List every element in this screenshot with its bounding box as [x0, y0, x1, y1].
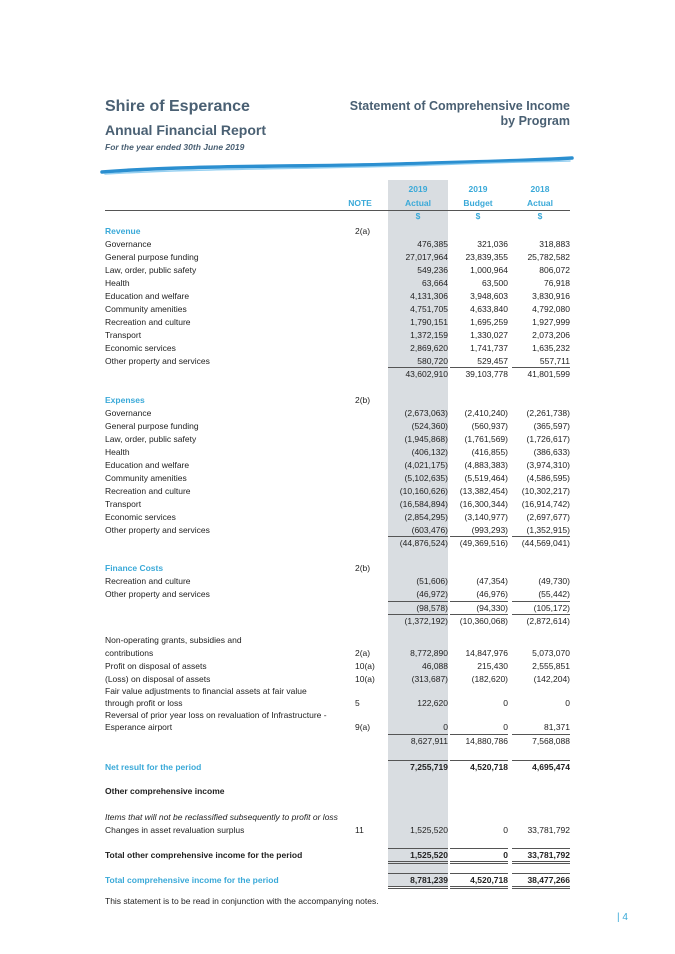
value-2019-actual: 1,372,159	[410, 330, 448, 340]
value-2019-budget: 1,330,027	[470, 330, 508, 340]
row-label: Economic services	[105, 512, 176, 522]
value-2019-actual: 1,525,520	[410, 850, 448, 860]
row-note: 10(a)	[355, 661, 375, 671]
table-row	[105, 537, 570, 549]
table-row	[105, 849, 570, 861]
row-label: Finance Costs	[105, 563, 164, 573]
value-2018-actual: 5,073,070	[532, 648, 570, 658]
col2-currency: $	[475, 211, 481, 221]
row-note: 2(a)	[355, 226, 371, 236]
row-label: Changes in asset revaluation surplus	[105, 825, 245, 835]
row-label: Governance	[105, 408, 152, 418]
table-row	[105, 277, 570, 289]
subtotal-rule	[450, 873, 508, 874]
row-label: Other property and services	[105, 356, 210, 366]
value-2019-actual: (313,687)	[411, 674, 448, 684]
value-2019-actual: 2,869,620	[410, 343, 448, 353]
value-2018-actual: 3,830,916	[532, 291, 570, 301]
value-2018-actual: 7,568,088	[532, 736, 570, 746]
row-label: Expenses	[105, 395, 145, 405]
value-2018-actual: (105,172)	[533, 603, 570, 613]
value-2019-budget: 321,036	[477, 239, 508, 249]
note-header: NOTE	[348, 198, 372, 208]
value-2019-budget: 23,839,355	[465, 252, 508, 262]
statement-title	[350, 99, 570, 129]
value-2018-actual: 41,801,599	[527, 369, 570, 379]
value-2019-actual: (44,876,524)	[399, 538, 448, 548]
value-2018-actual: 1,635,232	[532, 343, 570, 353]
value-2018-actual: 557,711	[539, 356, 570, 366]
value-2019-budget: 4,520,718	[470, 762, 508, 772]
row-label: Transport	[105, 499, 142, 509]
value-2018-actual: 33,781,792	[527, 850, 570, 860]
table-row	[105, 761, 570, 773]
table-row	[105, 602, 570, 614]
table-row	[105, 721, 570, 733]
row-label: Items that will not be reclassified subsequently to profit or loss	[105, 812, 338, 822]
subtotal-rule	[388, 863, 448, 864]
table-row	[105, 498, 570, 510]
value-2019-actual: (1,945,868)	[404, 434, 448, 444]
value-2018-actual: 2,073,206	[532, 330, 570, 340]
value-2018-actual: (2,697,677)	[526, 512, 570, 522]
row-label: Net result for the period	[105, 762, 202, 772]
value-2019-actual: 8,772,890	[410, 648, 448, 658]
statement-title-line1: Statement of Comprehensive Income	[349, 99, 570, 113]
value-2019-actual: 1,525,520	[410, 825, 448, 835]
value-2018-actual: 38,477,266	[527, 875, 570, 885]
row-label: General purpose funding	[105, 252, 199, 262]
row-note: 9(a)	[355, 722, 371, 732]
value-2018-actual: 81,371	[544, 722, 570, 732]
value-2018-actual: (386,633)	[533, 447, 570, 457]
subtotal-rule	[512, 888, 570, 889]
table-row	[105, 225, 570, 237]
table-row	[105, 811, 570, 823]
row-label: Governance	[105, 239, 152, 249]
row-label: through profit or loss	[105, 698, 183, 708]
value-2019-actual: 4,751,705	[410, 304, 448, 314]
row-label: Transport	[105, 330, 142, 340]
value-2019-actual: (2,673,063)	[404, 408, 448, 418]
table-row	[105, 316, 570, 328]
subtotal-rule	[450, 848, 508, 849]
value-2019-actual: (4,021,175)	[404, 460, 448, 470]
row-label: Esperance airport	[105, 722, 173, 732]
subtotal-rule	[450, 367, 508, 368]
subtotal-rule	[388, 848, 448, 849]
value-2019-budget: (3,140,977)	[464, 512, 508, 522]
table-row	[105, 824, 570, 836]
value-2018-actual: 1,927,999	[532, 317, 570, 327]
value-2018-actual: 25,782,582	[527, 252, 570, 262]
value-2018-actual: 33,781,792	[527, 825, 570, 835]
table-row	[105, 575, 570, 587]
row-label: Health	[105, 278, 130, 288]
subtotal-rule	[450, 734, 508, 735]
table-row	[105, 634, 570, 646]
value-2019-budget: (46,976)	[476, 589, 508, 599]
value-2019-budget: 0	[503, 850, 508, 860]
value-2018-actual: (142,204)	[533, 674, 570, 684]
subtotal-rule	[512, 614, 570, 615]
value-2019-budget: (16,300,344)	[459, 499, 508, 509]
row-note: 2(a)	[355, 648, 371, 658]
value-2019-actual: (1,372,192)	[404, 616, 448, 626]
value-2019-budget: (49,369,516)	[459, 538, 508, 548]
row-note: 2(b)	[355, 563, 371, 573]
table-row	[105, 485, 570, 497]
table-row	[105, 342, 570, 354]
row-label: Education and welfare	[105, 291, 190, 301]
value-2019-actual: 1,790,151	[410, 317, 448, 327]
value-2019-budget: 1,741,737	[470, 343, 508, 353]
value-2019-budget: 39,103,778	[465, 369, 508, 379]
value-2018-actual: 4,792,080	[532, 304, 570, 314]
value-2019-budget: (1,761,569)	[464, 434, 508, 444]
value-2019-budget: (2,410,240)	[464, 408, 508, 418]
value-2019-actual: 46,088	[422, 661, 448, 671]
row-label: Other property and services	[105, 525, 210, 535]
footnote: This statement is to be read in conjunction with the accompanying notes.	[105, 896, 379, 906]
subtotal-rule	[388, 760, 448, 761]
row-note: 11	[355, 825, 364, 835]
value-2019-budget: (94,330)	[476, 603, 508, 613]
subtotal-rule	[450, 760, 508, 761]
row-note: 10(a)	[355, 674, 375, 684]
row-note: 2(b)	[355, 395, 371, 405]
subtotal-rule	[512, 536, 570, 537]
table-row	[105, 673, 570, 685]
row-label: Community amenities	[105, 473, 187, 483]
value-2018-actual: (1,726,617)	[526, 434, 570, 444]
row-label: Recreation and culture	[105, 317, 191, 327]
value-2018-actual: 76,918	[544, 278, 570, 288]
row-label: (Loss) on disposal of assets	[105, 674, 211, 684]
table-row	[105, 785, 570, 797]
brush-stroke-divider	[100, 152, 575, 178]
col2-name: Budget	[463, 198, 493, 208]
value-2019-actual: 7,255,719	[410, 762, 448, 772]
subtotal-rule	[450, 614, 508, 615]
value-2019-budget: (182,620)	[471, 674, 508, 684]
table-row	[105, 735, 570, 747]
subtotal-rule	[388, 861, 448, 862]
value-2019-budget: 4,633,840	[470, 304, 508, 314]
table-row	[105, 368, 570, 380]
value-2018-actual: (3,974,310)	[526, 460, 570, 470]
value-2019-actual: 549,236	[417, 265, 448, 275]
subtotal-rule	[512, 367, 570, 368]
table-row	[105, 459, 570, 471]
value-2019-budget: (4,883,383)	[464, 460, 508, 470]
value-2019-actual: 4,131,306	[410, 291, 448, 301]
value-2019-budget: 14,847,976	[465, 648, 508, 658]
row-label: Health	[105, 447, 130, 457]
table-row	[105, 290, 570, 302]
table-row	[105, 329, 570, 341]
value-2019-budget: 3,948,603	[470, 291, 508, 301]
value-2019-budget: (560,937)	[471, 421, 508, 431]
value-2019-budget: 4,520,718	[470, 875, 508, 885]
subtotal-rule	[512, 886, 570, 887]
value-2019-budget: (47,354)	[476, 576, 508, 586]
value-2019-budget: (993,293)	[471, 525, 508, 535]
subtotal-rule	[450, 888, 508, 889]
subtotal-rule	[388, 367, 448, 368]
row-label: Fair value adjustments to financial assets at fair value	[105, 686, 307, 696]
value-2019-actual: (524,360)	[411, 421, 448, 431]
col2-year: 2019	[468, 184, 488, 194]
row-label: Education and welfare	[105, 460, 190, 470]
value-2018-actual: (365,597)	[533, 421, 570, 431]
value-2018-actual: 2,555,851	[532, 661, 570, 671]
col3-name: Actual	[527, 198, 553, 208]
subtotal-rule	[450, 863, 508, 864]
row-label: Total comprehensive income for the period	[105, 875, 279, 885]
row-label: Recreation and culture	[105, 576, 191, 586]
value-2019-budget: 215,430	[477, 661, 508, 671]
value-2018-actual: (2,261,738)	[526, 408, 570, 418]
table-row	[105, 685, 570, 697]
value-2019-actual: 63,664	[422, 278, 448, 288]
statement-title-line2: by Program	[500, 114, 570, 128]
table-row	[105, 660, 570, 672]
value-2019-actual: (5,102,635)	[404, 473, 448, 483]
value-2019-budget: (13,382,454)	[459, 486, 508, 496]
table-row	[105, 511, 570, 523]
table-row	[105, 251, 570, 263]
value-2019-budget: 1,695,259	[470, 317, 508, 327]
subtotal-rule	[512, 760, 570, 761]
table-row	[105, 420, 570, 432]
value-2019-actual: (46,972)	[416, 589, 448, 599]
subtotal-rule	[512, 873, 570, 874]
value-2018-actual: (16,914,742)	[521, 499, 570, 509]
value-2019-actual: 43,602,910	[405, 369, 448, 379]
table-row	[105, 433, 570, 445]
report-title: Annual Financial Report	[105, 122, 267, 138]
table-row	[105, 355, 570, 367]
row-label: Reversal of prior year loss on revaluation of Infrastructure -	[105, 710, 327, 720]
value-2019-budget: (10,360,068)	[459, 616, 508, 626]
value-2019-actual: 27,017,964	[405, 252, 448, 262]
row-label: Other property and services	[105, 589, 210, 599]
table-row	[105, 472, 570, 484]
value-2018-actual: (1,352,915)	[526, 525, 570, 535]
table-row	[105, 697, 570, 709]
value-2018-actual: (10,302,217)	[521, 486, 570, 496]
row-label: contributions	[105, 648, 154, 658]
subtotal-rule	[450, 536, 508, 537]
row-label: Community amenities	[105, 304, 187, 314]
org-name: Shire of Esperance	[105, 98, 250, 115]
table-row	[105, 446, 570, 458]
row-label: Law, order, public safety	[105, 265, 197, 275]
row-label: Recreation and culture	[105, 486, 191, 496]
value-2018-actual: 0	[565, 698, 570, 708]
table-row	[105, 615, 570, 627]
subtotal-rule	[388, 888, 448, 889]
value-2019-actual: 8,781,239	[410, 875, 448, 885]
value-2019-budget: (5,519,464)	[464, 473, 508, 483]
value-2019-actual: (2,854,295)	[404, 512, 448, 522]
subtotal-rule	[450, 861, 508, 862]
table-row	[105, 238, 570, 250]
row-label: Total other comprehensive income for the period	[105, 850, 303, 860]
value-2019-budget: 0	[503, 698, 508, 708]
value-2019-budget: (416,855)	[471, 447, 508, 457]
subtotal-rule	[450, 601, 508, 602]
value-2019-actual: (16,584,894)	[399, 499, 448, 509]
value-2018-actual: (2,872,614)	[526, 616, 570, 626]
col1-name: Actual	[405, 198, 431, 208]
subtotal-rule	[388, 536, 448, 537]
col1-currency: $	[415, 211, 421, 221]
subtotal-rule	[512, 863, 570, 864]
row-label: Revenue	[105, 226, 141, 236]
subtotal-rule	[388, 873, 448, 874]
value-2019-budget: 0	[503, 722, 508, 732]
value-2018-actual: 806,072	[539, 265, 570, 275]
page-number: | 4	[617, 912, 628, 923]
value-2018-actual: 318,883	[539, 239, 570, 249]
table-row	[105, 394, 570, 406]
row-label: Economic services	[105, 343, 176, 353]
row-label: Profit on disposal of assets	[105, 661, 207, 671]
row-label: Non-operating grants, subsidies and	[105, 635, 242, 645]
col3-year: 2018	[530, 184, 550, 194]
value-2019-actual: 580,720	[417, 356, 448, 366]
table-row	[105, 647, 570, 659]
subtotal-rule	[512, 861, 570, 862]
table-row	[105, 709, 570, 721]
row-label: Other comprehensive income	[105, 786, 225, 796]
row-note: 5	[355, 698, 360, 708]
value-2018-actual: (55,442)	[538, 589, 570, 599]
subtotal-rule	[388, 886, 448, 887]
table-row	[105, 303, 570, 315]
value-2019-actual: 8,627,911	[410, 736, 448, 746]
value-2019-actual: 476,385	[417, 239, 448, 249]
value-2018-actual: (49,730)	[538, 576, 570, 586]
subtotal-rule	[450, 886, 508, 887]
subtotal-rule	[512, 601, 570, 602]
value-2019-budget: 1,000,964	[470, 265, 508, 275]
value-2019-budget: 529,457	[477, 356, 508, 366]
table-row	[105, 874, 570, 886]
subtotal-rule	[512, 734, 570, 735]
value-2019-actual: (98,578)	[416, 603, 448, 613]
col3-currency: $	[537, 211, 543, 221]
subtotal-rule	[388, 601, 448, 602]
value-2019-budget: 63,500	[482, 278, 508, 288]
subtotal-rule	[512, 848, 570, 849]
subtotal-rule	[388, 614, 448, 615]
value-2019-actual: (51,606)	[416, 576, 448, 586]
value-2019-actual: (603,476)	[411, 525, 448, 535]
value-2019-actual: 122,620	[417, 698, 448, 708]
value-2019-actual: 0	[443, 722, 448, 732]
table-row	[105, 524, 570, 536]
value-2019-actual: (406,132)	[411, 447, 448, 457]
table-row	[105, 264, 570, 276]
subtotal-rule	[388, 734, 448, 735]
value-2018-actual: (4,586,595)	[526, 473, 570, 483]
row-label: Law, order, public safety	[105, 434, 197, 444]
table-row	[105, 407, 570, 419]
value-2018-actual: (44,569,041)	[521, 538, 570, 548]
row-label: General purpose funding	[105, 421, 199, 431]
table-row	[105, 562, 570, 574]
value-2019-budget: 0	[503, 825, 508, 835]
value-2018-actual: 4,695,474	[532, 762, 570, 772]
report-year: For the year ended 30th June 2019	[105, 142, 245, 152]
value-2019-budget: 14,880,786	[465, 736, 508, 746]
table-row	[105, 588, 570, 600]
col1-year: 2019	[408, 184, 428, 194]
value-2019-actual: (10,160,626)	[399, 486, 448, 496]
